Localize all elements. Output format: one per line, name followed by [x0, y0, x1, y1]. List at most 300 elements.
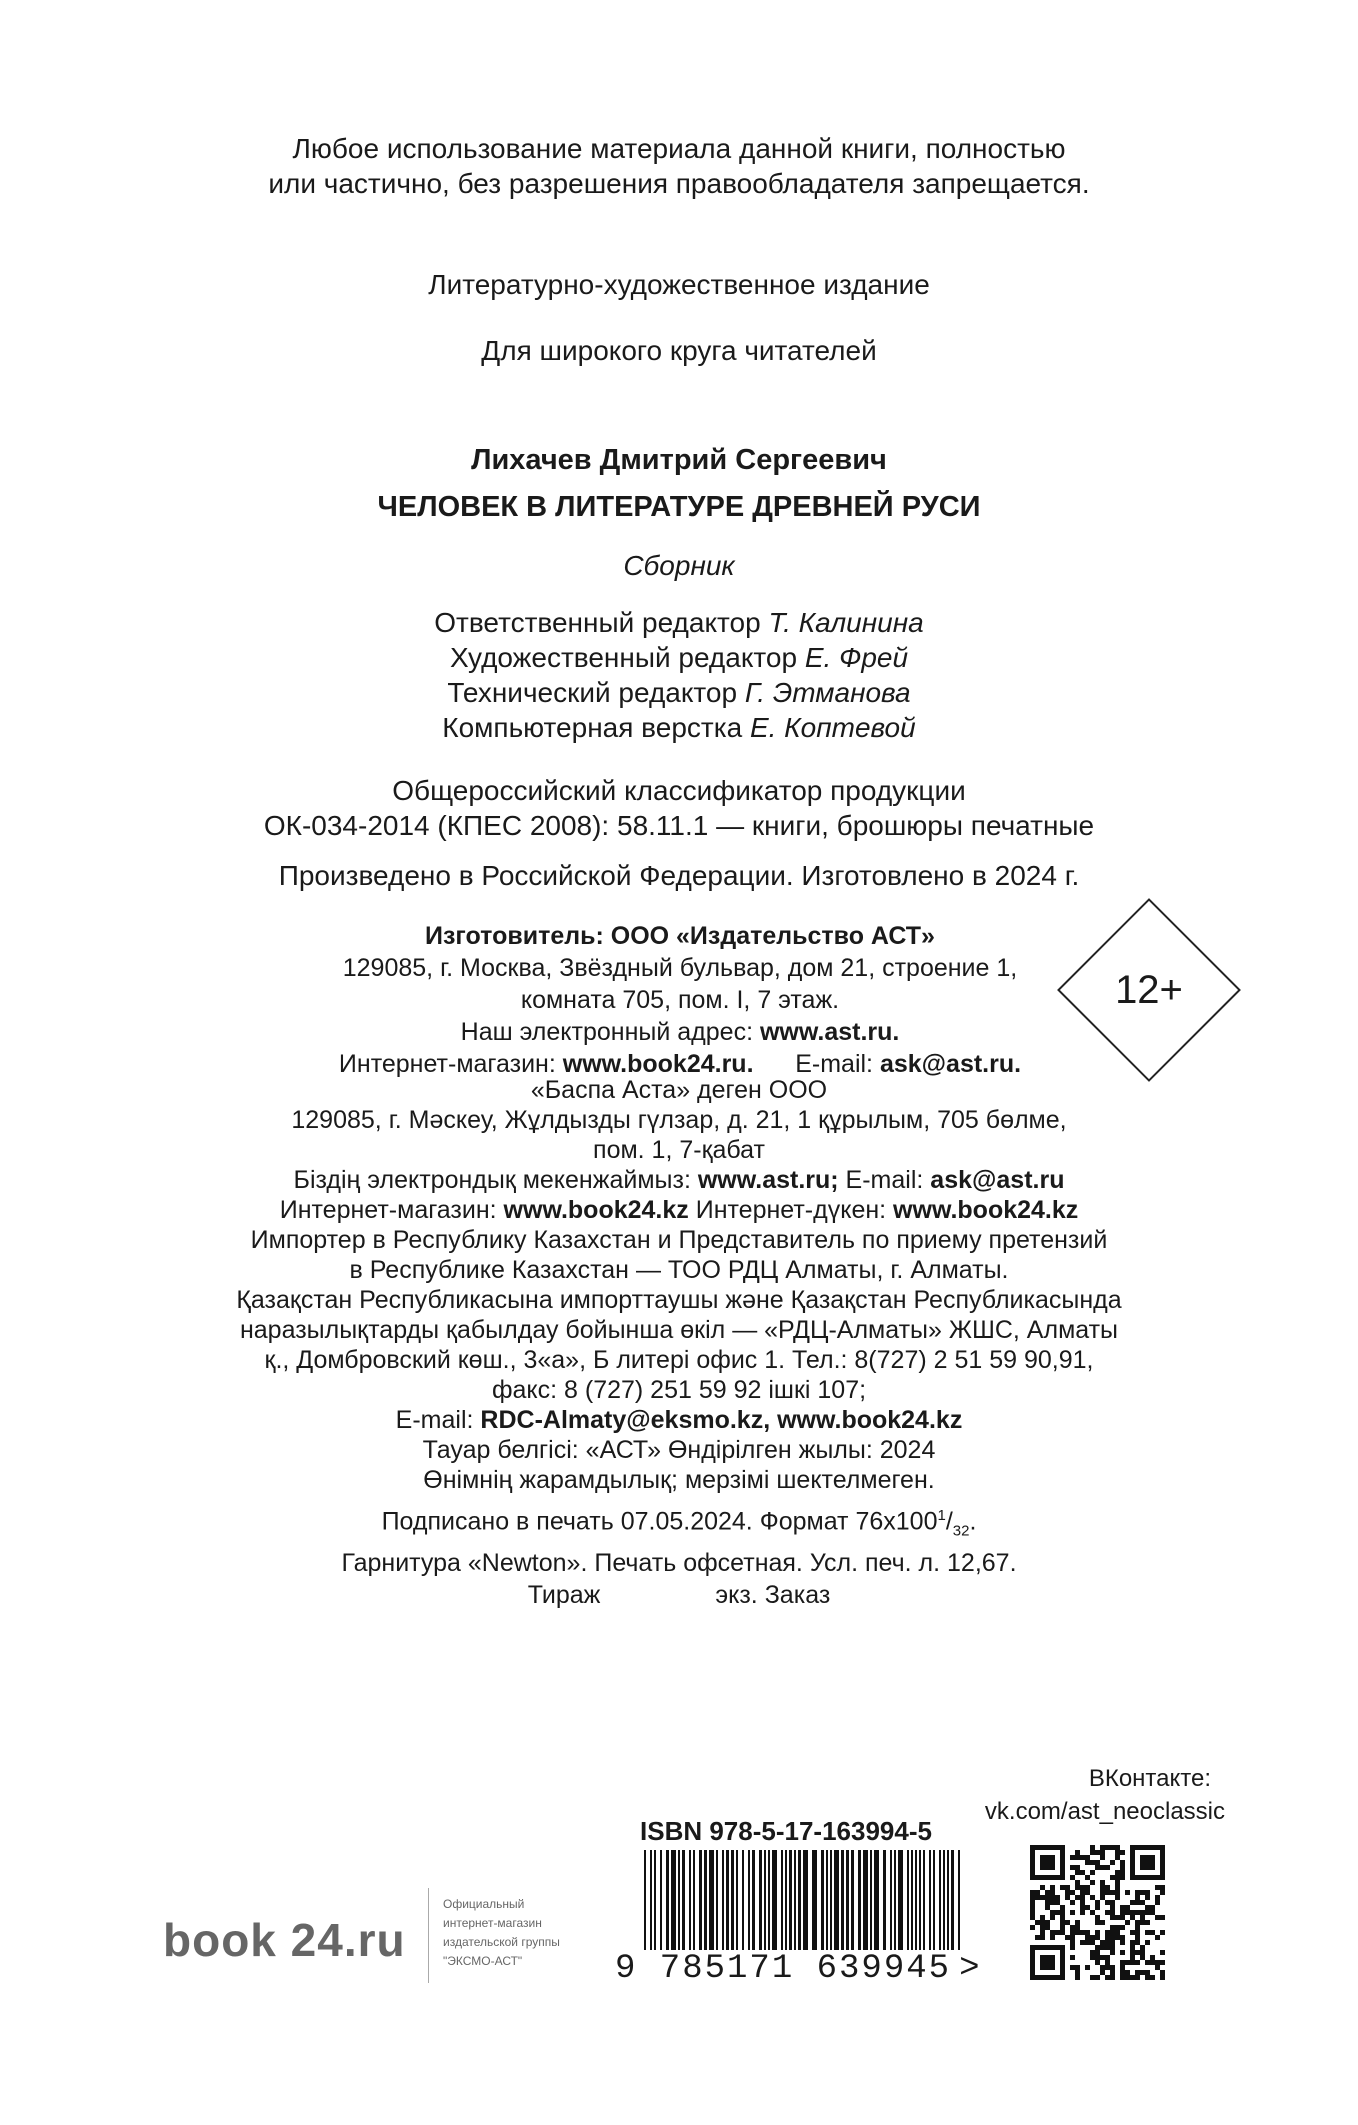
- qr-cell: [1090, 1860, 1095, 1865]
- qr-cell: [1075, 1920, 1080, 1925]
- qr-cell: [1060, 1920, 1065, 1925]
- qr-cell: [1065, 1895, 1070, 1900]
- qr-cell: [1040, 1975, 1045, 1980]
- qr-cell: [1125, 1960, 1130, 1965]
- qr-cell: [1155, 1875, 1160, 1880]
- qr-cell: [1155, 1915, 1160, 1920]
- qr-cell: [1140, 1910, 1145, 1915]
- barcode-digits: 9 785171 639945 >: [615, 1950, 982, 1988]
- qr-cell: [1100, 1890, 1105, 1895]
- qr-cell: [1090, 1910, 1095, 1915]
- qr-cell: [1145, 1910, 1150, 1915]
- qr-cell: [1160, 1865, 1165, 1870]
- qr-cell: [1055, 1895, 1060, 1900]
- qr-cell: [1135, 1845, 1140, 1850]
- qr-cell: [1160, 1850, 1165, 1855]
- barcode-bar: [650, 1850, 652, 1950]
- qr-cell: [1035, 1895, 1040, 1900]
- age-rating-label: 12+: [1115, 968, 1183, 1012]
- qr-cell: [1050, 1945, 1055, 1950]
- qr-cell: [1070, 1945, 1075, 1950]
- qr-cell: [1100, 1895, 1105, 1900]
- qr-cell: [1060, 1915, 1065, 1920]
- credit-tech-editor: Технический редактор Г. Этманова: [447, 677, 911, 708]
- qr-cell: [1030, 1875, 1035, 1880]
- qr-cell: [1095, 1905, 1100, 1910]
- qr-cell: [1120, 1925, 1125, 1930]
- qr-cell: [1050, 1965, 1055, 1970]
- qr-cell: [1045, 1845, 1050, 1850]
- qr-cell: [1110, 1945, 1115, 1950]
- qr-cell: [1140, 1860, 1145, 1865]
- qr-cell: [1100, 1855, 1105, 1860]
- qr-cell: [1160, 1915, 1165, 1920]
- qr-cell: [1060, 1910, 1065, 1915]
- barcode-bar: [693, 1850, 695, 1950]
- qr-cell: [1120, 1860, 1125, 1865]
- barcode-bar: [644, 1850, 646, 1950]
- barcode-bar: [798, 1850, 801, 1950]
- qr-cell: [1115, 1925, 1120, 1930]
- qr-cell: [1060, 1965, 1065, 1970]
- qr-cell: [1110, 1935, 1115, 1940]
- kz-line: пом. 1, 7-қабат: [593, 1136, 765, 1164]
- edition-type: Литературно-художественное издание: [428, 269, 930, 300]
- qr-cell: [1135, 1925, 1140, 1930]
- qr-cell: [1125, 1890, 1130, 1895]
- qr-cell: [1060, 1875, 1065, 1880]
- qr-cell: [1045, 1875, 1050, 1880]
- qr-cell: [1060, 1865, 1065, 1870]
- barcode-bar: [716, 1850, 718, 1950]
- print-info: [0, 1500, 1358, 1611]
- qr-cell: [1060, 1950, 1065, 1955]
- barcode-bar: [682, 1850, 685, 1950]
- qr-cell: [1040, 1895, 1045, 1900]
- kz-line: факс: 8 (727) 251 59 92 ішкі 107;: [491, 1376, 867, 1404]
- qr-cell: [1085, 1935, 1090, 1940]
- qr-cell: [1055, 1975, 1060, 1980]
- qr-cell: [1045, 1865, 1050, 1870]
- qr-code[interactable]: [1030, 1845, 1165, 1980]
- qr-cell: [1075, 1885, 1080, 1890]
- barcode-bar: [894, 1850, 896, 1950]
- qr-cell: [1040, 1860, 1045, 1865]
- qr-cell: [1145, 1940, 1150, 1945]
- barcode-bar: [870, 1850, 872, 1950]
- qr-cell: [1130, 1855, 1135, 1860]
- qr-cell: [1110, 1900, 1115, 1905]
- barcode-bar: [929, 1850, 931, 1950]
- qr-cell: [1055, 1910, 1060, 1915]
- qr-cell: [1120, 1915, 1125, 1920]
- qr-cell: [1100, 1920, 1105, 1925]
- qr-cell: [1110, 1875, 1115, 1880]
- qr-cell: [1120, 1970, 1125, 1975]
- qr-cell: [1105, 1890, 1110, 1895]
- qr-cell: [1095, 1960, 1100, 1965]
- qr-cell: [1050, 1845, 1055, 1850]
- qr-cell: [1050, 1930, 1055, 1935]
- qr-cell: [1030, 1855, 1035, 1860]
- qr-cell: [1040, 1915, 1045, 1920]
- qr-cell: [1085, 1965, 1090, 1970]
- credits: [0, 605, 1358, 745]
- qr-cell: [1045, 1890, 1050, 1895]
- barcode-bar: [671, 1850, 676, 1950]
- qr-cell: [1155, 1885, 1160, 1890]
- kz-line: Тауар белгісі: «АСТ» Өндірілген жылы: 2024: [422, 1436, 936, 1464]
- qr-cell: [1035, 1875, 1040, 1880]
- qr-cell: [1090, 1870, 1095, 1875]
- barcode-bar: [821, 1850, 824, 1950]
- kz-line: «Баспа Аста» деген ООО: [530, 1076, 828, 1104]
- qr-cell: [1060, 1870, 1065, 1875]
- qr-cell: [1050, 1895, 1055, 1900]
- qr-cell: [1110, 1940, 1115, 1945]
- qr-cell: [1130, 1975, 1135, 1980]
- qr-cell: [1080, 1940, 1085, 1945]
- qr-cell: [1030, 1915, 1035, 1920]
- qr-cell: [1095, 1860, 1100, 1865]
- qr-cell: [1105, 1935, 1110, 1940]
- qr-cell: [1130, 1875, 1135, 1880]
- qr-cell: [1145, 1930, 1150, 1935]
- qr-cell: [1090, 1880, 1095, 1885]
- barcode-bar: [947, 1850, 949, 1950]
- barcode-bar: [939, 1850, 941, 1950]
- qr-cell: [1105, 1940, 1110, 1945]
- qr-cell: [1070, 1940, 1075, 1945]
- qr-cell: [1140, 1875, 1145, 1880]
- qr-cell: [1050, 1890, 1055, 1895]
- barcode-bar: [846, 1850, 849, 1950]
- barcode-bar: [794, 1850, 796, 1950]
- kz-line: Қазақстан Республикасына импорттаушы және Қазақстан Республикасында: [236, 1286, 1122, 1314]
- qr-cell: [1145, 1845, 1150, 1850]
- qr-cell: [1100, 1845, 1105, 1850]
- qr-cell: [1045, 1965, 1050, 1970]
- isbn-label: ISBN 978-5-17-163994-5: [640, 1816, 932, 1846]
- qr-cell: [1095, 1900, 1100, 1905]
- qr-cell: [1060, 1855, 1065, 1860]
- qr-cell: [1030, 1845, 1035, 1850]
- qr-cell: [1040, 1885, 1045, 1890]
- qr-cell: [1110, 1890, 1115, 1895]
- qr-cell: [1125, 1920, 1130, 1925]
- classifier-line-2: ОК-034-2014 (КПЕС 2008): 58.11.1 — книги, брошюры печатные: [263, 810, 1095, 841]
- qr-cell: [1030, 1895, 1035, 1900]
- qr-cell: [1045, 1860, 1050, 1865]
- qr-cell: [1120, 1960, 1125, 1965]
- qr-cell: [1040, 1865, 1045, 1870]
- qr-cell: [1115, 1875, 1120, 1880]
- vk-url[interactable]: vk.com/ast_neoclassic: [984, 1798, 1225, 1825]
- qr-cell: [1110, 1930, 1115, 1935]
- barcode-bar: [951, 1850, 954, 1950]
- qr-cell: [1140, 1920, 1145, 1925]
- qr-cell: [1150, 1845, 1155, 1850]
- qr-cell: [1150, 1875, 1155, 1880]
- qr-cell: [1100, 1945, 1105, 1950]
- qr-cell: [1135, 1890, 1140, 1895]
- qr-cell: [1145, 1970, 1150, 1975]
- qr-cell: [1140, 1855, 1145, 1860]
- book24-logo: book 24.ru: [163, 1914, 406, 1966]
- qr-cell: [1140, 1950, 1145, 1955]
- qr-cell: [1060, 1850, 1065, 1855]
- production-note: Произведено в Российской Федерации. Изготовлено в 2024 г.: [278, 860, 1080, 891]
- qr-cell: [1100, 1880, 1105, 1885]
- qr-cell: [1030, 1960, 1035, 1965]
- qr-cell: [1160, 1960, 1165, 1965]
- qr-cell: [1085, 1905, 1090, 1910]
- qr-cell: [1160, 1875, 1165, 1880]
- qr-cell: [1135, 1910, 1140, 1915]
- qr-cell: [1040, 1925, 1045, 1930]
- qr-cell: [1120, 1975, 1125, 1980]
- qr-cell: [1155, 1960, 1160, 1965]
- qr-cell: [1070, 1875, 1075, 1880]
- qr-cell: [1120, 1935, 1125, 1940]
- qr-cell: [1040, 1965, 1045, 1970]
- qr-cell: [1100, 1850, 1105, 1855]
- qr-cell: [1070, 1935, 1075, 1940]
- qr-cell: [1130, 1915, 1135, 1920]
- qr-cell: [1150, 1960, 1155, 1965]
- barcode-bar: [678, 1850, 680, 1950]
- copyright-line-2: или частично, без разрешения правообладателя запрещается.: [268, 168, 1090, 199]
- qr-cell: [1050, 1885, 1055, 1890]
- barcode-bar: [768, 1850, 770, 1950]
- qr-cell: [1140, 1945, 1145, 1950]
- qr-cell: [1040, 1960, 1045, 1965]
- qr-cell: [1030, 1970, 1035, 1975]
- qr-cell: [1030, 1905, 1035, 1910]
- qr-cell: [1030, 1850, 1035, 1855]
- barcode-bar: [785, 1850, 787, 1950]
- qr-cell: [1135, 1975, 1140, 1980]
- qr-cell: [1060, 1885, 1065, 1890]
- qr-cell: [1045, 1945, 1050, 1950]
- qr-cell: [1150, 1910, 1155, 1915]
- qr-cell: [1060, 1945, 1065, 1950]
- qr-cell: [1155, 1965, 1160, 1970]
- copyright-notice: [0, 131, 1358, 201]
- qr-cell: [1130, 1930, 1135, 1935]
- qr-cell: [1110, 1860, 1115, 1865]
- qr-cell: [1050, 1855, 1055, 1860]
- qr-cell: [1125, 1905, 1130, 1910]
- qr-cell: [1130, 1900, 1135, 1905]
- qr-cell: [1115, 1890, 1120, 1895]
- qr-cell: [1105, 1885, 1110, 1890]
- qr-cell: [1100, 1955, 1105, 1960]
- qr-cell: [1040, 1875, 1045, 1880]
- qr-cell: [1100, 1885, 1105, 1890]
- qr-cell: [1040, 1930, 1045, 1935]
- qr-cell: [1085, 1860, 1090, 1865]
- qr-cell: [1150, 1930, 1155, 1935]
- qr-cell: [1120, 1870, 1125, 1875]
- qr-cell: [1120, 1875, 1125, 1880]
- qr-cell: [1120, 1965, 1125, 1970]
- qr-cell: [1075, 1865, 1080, 1870]
- barcode-bar: [898, 1850, 903, 1950]
- qr-cell: [1130, 1850, 1135, 1855]
- qr-cell: [1115, 1855, 1120, 1860]
- barcode-bar: [654, 1850, 656, 1950]
- vk-block: [975, 1762, 1225, 1828]
- qr-cell: [1145, 1860, 1150, 1865]
- qr-cell: [1115, 1845, 1120, 1850]
- qr-cell: [1105, 1960, 1110, 1965]
- qr-cell: [1075, 1925, 1080, 1930]
- qr-cell: [1160, 1885, 1165, 1890]
- qr-cell: [1105, 1930, 1110, 1935]
- qr-cell: [1135, 1970, 1140, 1975]
- qr-cell: [1065, 1935, 1070, 1940]
- qr-cell: [1040, 1855, 1045, 1860]
- qr-cell: [1095, 1945, 1100, 1950]
- qr-cell: [1130, 1950, 1135, 1955]
- qr-cell: [1135, 1875, 1140, 1880]
- qr-cell: [1095, 1930, 1100, 1935]
- manufacturer-address-2: комната 705, пом. I, 7 этаж.: [520, 986, 840, 1014]
- kz-line: Өнімнің жарамдылық; мерзімі шектелмеген.: [423, 1466, 935, 1494]
- qr-cell: [1080, 1870, 1085, 1875]
- qr-cell: [1100, 1940, 1105, 1945]
- barcode-bar: [907, 1850, 909, 1950]
- qr-cell: [1075, 1930, 1080, 1935]
- manufacturer-shop: Интернет-магазин: www.book24.ru. E-mail: ask@ast.ru.: [338, 1050, 1022, 1078]
- qr-cell: [1090, 1850, 1095, 1855]
- qr-cell: [1095, 1950, 1100, 1955]
- qr-cell: [1125, 1975, 1130, 1980]
- qr-cell: [1035, 1935, 1040, 1940]
- qr-cell: [1110, 1915, 1115, 1920]
- qr-cell: [1080, 1885, 1085, 1890]
- qr-cell: [1155, 1895, 1160, 1900]
- qr-cell: [1120, 1950, 1125, 1955]
- barcode-bar: [752, 1850, 755, 1950]
- barcode-bar: [742, 1850, 744, 1950]
- qr-cell: [1055, 1875, 1060, 1880]
- barcode-bar: [915, 1850, 917, 1950]
- qr-cell: [1095, 1920, 1100, 1925]
- qr-cell: [1115, 1850, 1120, 1855]
- qr-cell: [1075, 1855, 1080, 1860]
- qr-cell: [1140, 1890, 1145, 1895]
- qr-cell: [1040, 1845, 1045, 1850]
- manufacturer-block: [290, 920, 1070, 1080]
- qr-cell: [1145, 1855, 1150, 1860]
- qr-cell: [1115, 1935, 1120, 1940]
- qr-cell: [1135, 1950, 1140, 1955]
- qr-cell: [1075, 1970, 1080, 1975]
- qr-cell: [1145, 1975, 1150, 1980]
- qr-cell: [1135, 1940, 1140, 1945]
- qr-cell: [1045, 1920, 1050, 1925]
- barcode-bar: [933, 1850, 935, 1950]
- qr-cell: [1050, 1865, 1055, 1870]
- qr-cell: [1040, 1920, 1045, 1925]
- manufacturer-address-1: 129085, г. Москва, Звёздный бульвар, дом 21, строение 1,: [342, 954, 1018, 982]
- qr-cell: [1090, 1975, 1095, 1980]
- credit-editor: Ответственный редактор Т. Калинина: [434, 607, 924, 638]
- barcode-bar: [781, 1850, 783, 1950]
- qr-cell: [1130, 1870, 1135, 1875]
- qr-cell: [1045, 1975, 1050, 1980]
- qr-cell: [1055, 1845, 1060, 1850]
- qr-cell: [1070, 1890, 1075, 1895]
- book24-caption: Официальный интернет-магазин издательской группы "ЭКСМО-АСТ": [443, 1897, 560, 1968]
- barcode-bar: [699, 1850, 702, 1950]
- kz-line: наразылықтарды қабылдау бойынша өкіл — «РДЦ-Алматы» ЖШС, Алматы: [239, 1316, 1119, 1344]
- qr-cell: [1150, 1855, 1155, 1860]
- classifier: [0, 773, 1358, 843]
- qr-cell: [1060, 1845, 1065, 1850]
- qr-cell: [1085, 1940, 1090, 1945]
- qr-cell: [1050, 1900, 1055, 1905]
- qr-cell: [1060, 1860, 1065, 1865]
- barcode-bar: [748, 1850, 750, 1950]
- qr-cell: [1085, 1875, 1090, 1880]
- kz-line: 129085, г. Мәскеу, Жұлдызды гүлзар, д. 21, 1 құрылым, 705 бөлме,: [291, 1106, 1067, 1134]
- qr-cell: [1030, 1945, 1035, 1950]
- barcode-bar: [689, 1850, 691, 1950]
- audience: Для широкого круга читателей: [481, 335, 877, 366]
- qr-cell: [1090, 1940, 1095, 1945]
- qr-cell: [1080, 1900, 1085, 1905]
- barcode-bar: [890, 1850, 892, 1950]
- credit-layout: Компьютерная верстка Е. Коптевой: [442, 712, 916, 743]
- qr-cell: [1105, 1955, 1110, 1960]
- qr-cell: [1130, 1860, 1135, 1865]
- qr-cell: [1120, 1940, 1125, 1945]
- qr-cell: [1060, 1975, 1065, 1980]
- qr-cell: [1035, 1920, 1040, 1925]
- qr-cell: [1030, 1925, 1035, 1930]
- qr-cell: [1040, 1945, 1045, 1950]
- qr-cell: [1040, 1955, 1045, 1960]
- qr-cell: [1070, 1930, 1075, 1935]
- qr-cell: [1050, 1960, 1055, 1965]
- book-title: ЧЕЛОВЕК В ЛИТЕРАТУРЕ ДРЕВНЕЙ РУСИ: [377, 491, 981, 523]
- qr-cell: [1145, 1920, 1150, 1925]
- barcode-bar: [812, 1850, 817, 1950]
- qr-cell: [1045, 1960, 1050, 1965]
- qr-cell: [1145, 1905, 1150, 1910]
- qr-cell: [1100, 1970, 1105, 1975]
- barcode-bar: [911, 1850, 913, 1950]
- qr-cell: [1130, 1940, 1135, 1945]
- qr-cell: [1030, 1870, 1035, 1875]
- qr-cell: [1130, 1960, 1135, 1965]
- qr-cell: [1135, 1895, 1140, 1900]
- qr-cell: [1155, 1845, 1160, 1850]
- qr-cell: [1160, 1950, 1165, 1955]
- print-line-1: Подписано в печать 07.05.2024. Формат $76x100^1/_{32}$.: [381, 1507, 977, 1540]
- print-line-3: Тираж экз. Заказ: [527, 1581, 831, 1610]
- barcode-bar: [764, 1850, 766, 1950]
- qr-cell: [1140, 1915, 1145, 1920]
- qr-cell: [1145, 1875, 1150, 1880]
- qr-cell: [1030, 1975, 1035, 1980]
- qr-cell: [1085, 1885, 1090, 1890]
- qr-cell: [1030, 1900, 1035, 1905]
- qr-cell: [1160, 1970, 1165, 1975]
